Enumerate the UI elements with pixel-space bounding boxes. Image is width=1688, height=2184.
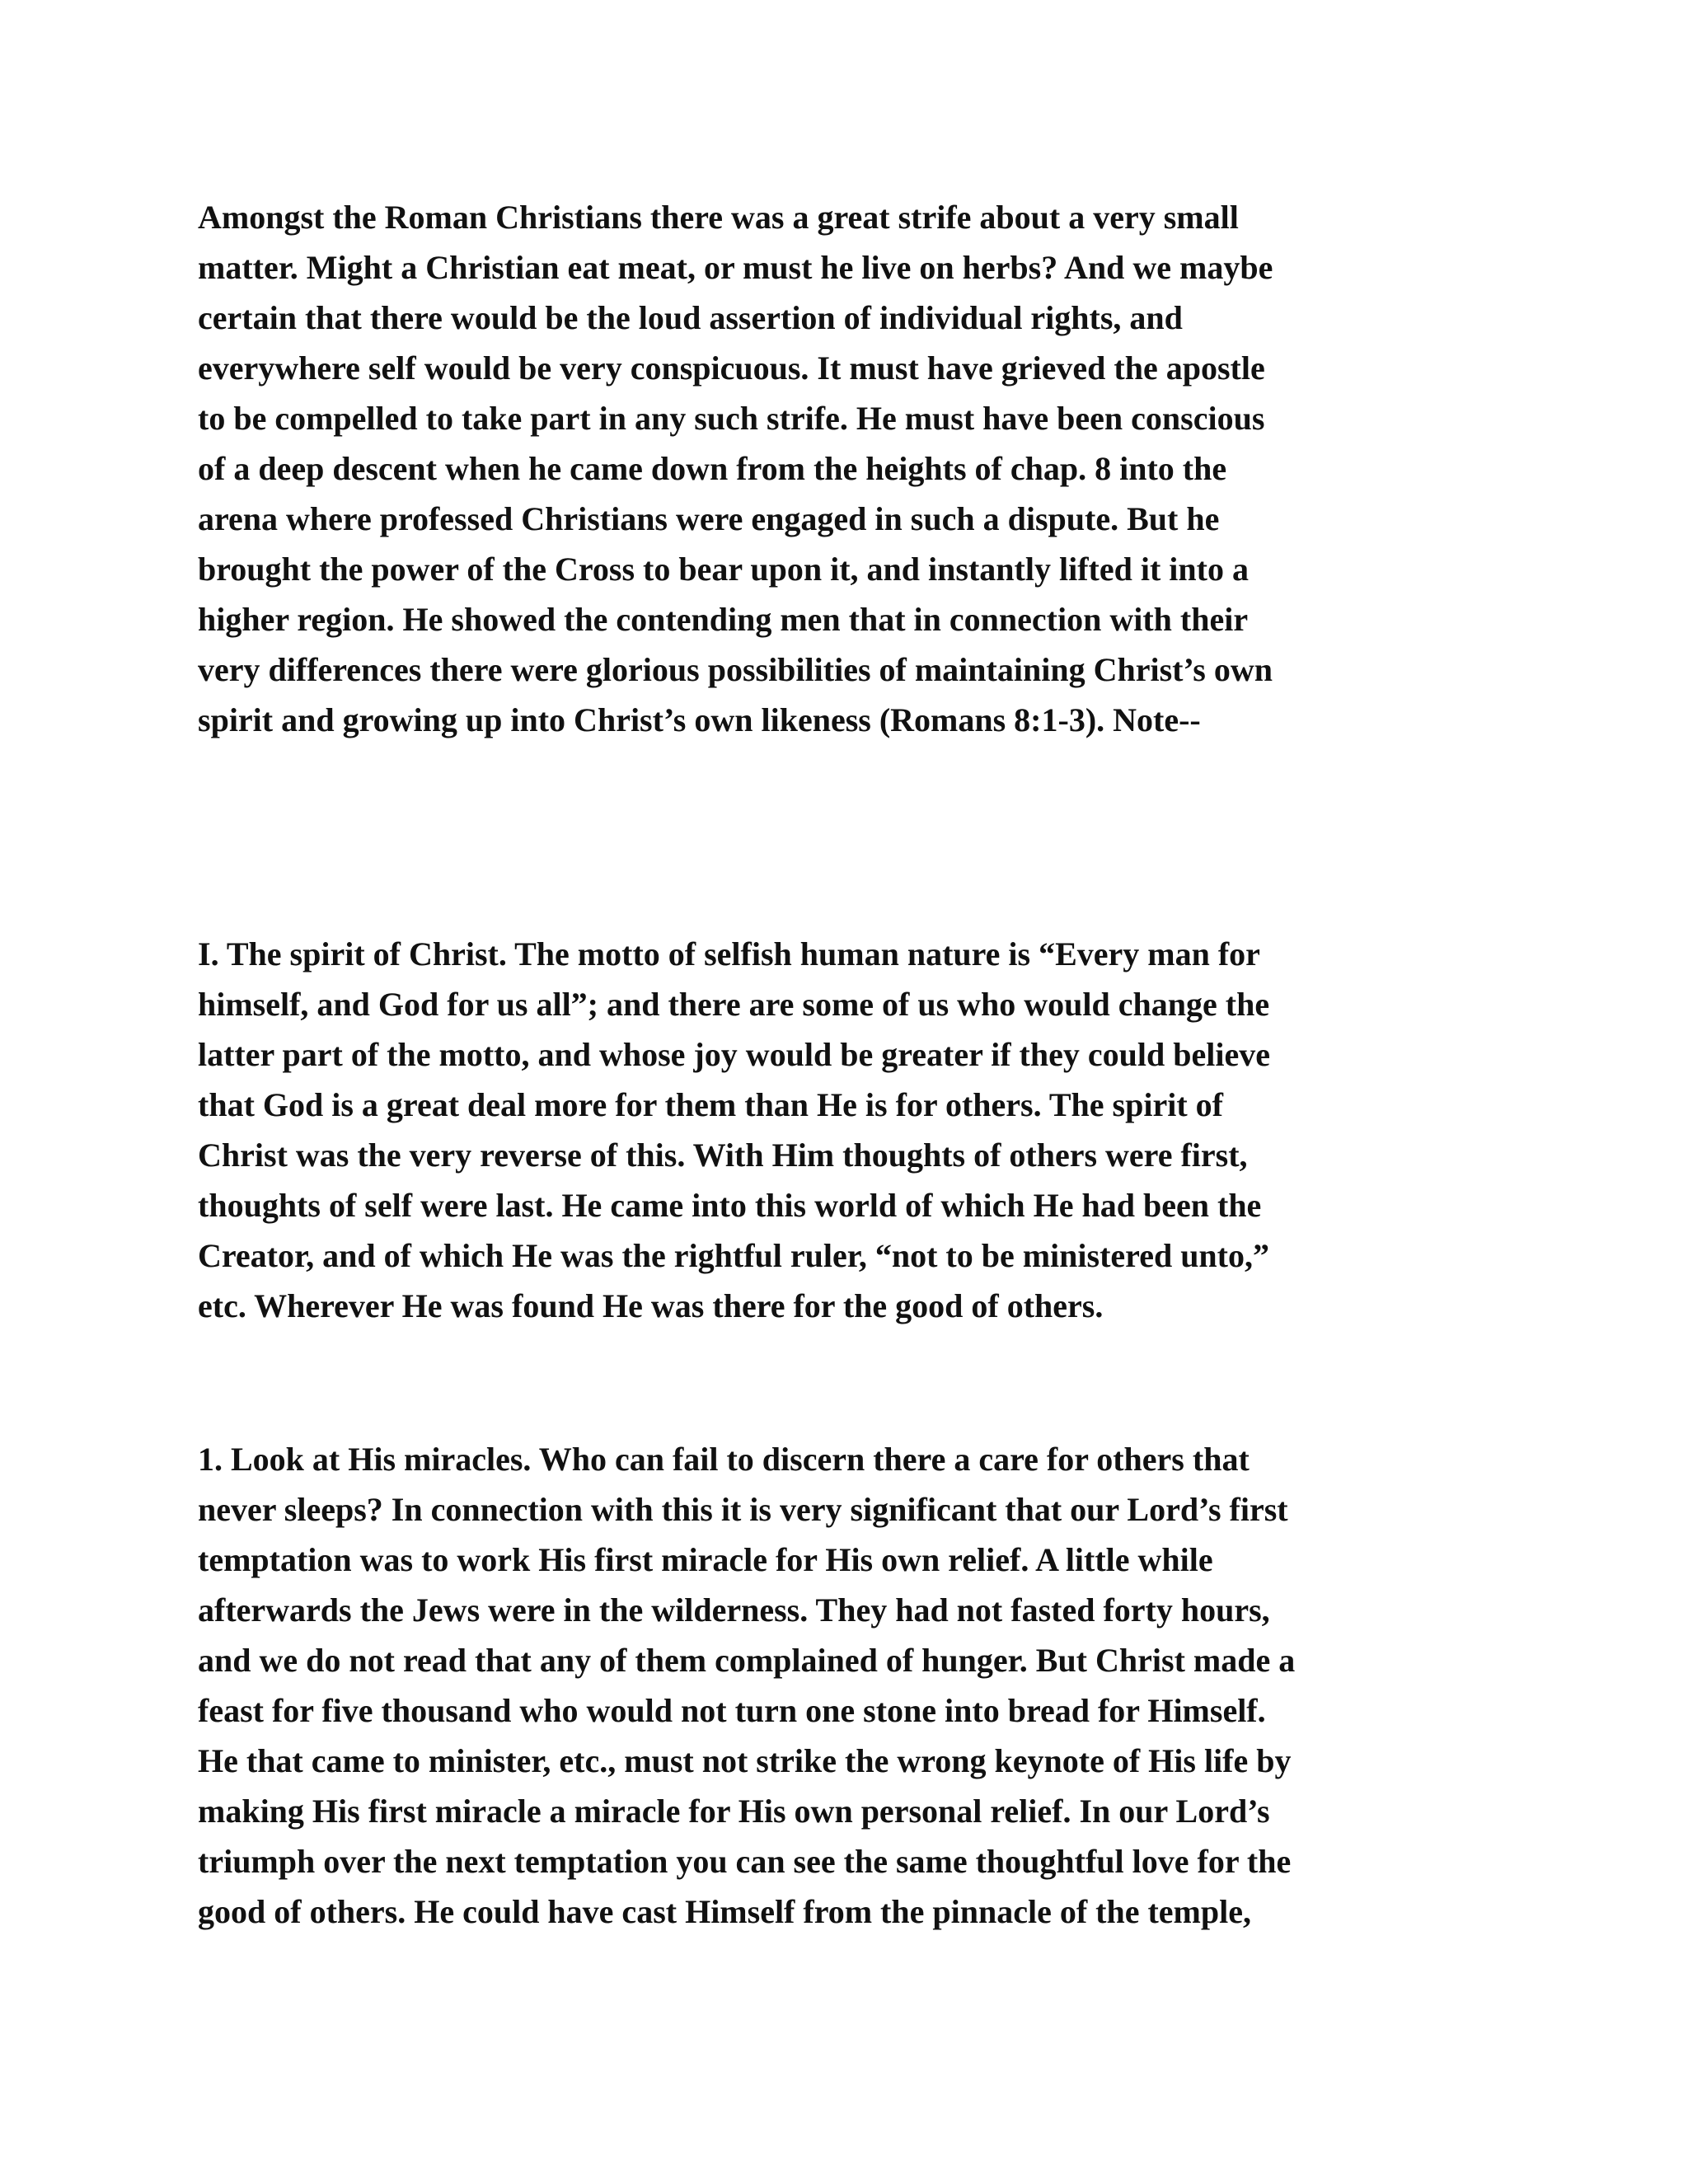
paragraph-line: that God is a great deal more for them than He is for others. The spirit of [198, 1086, 1223, 1123]
paragraph-line: feast for five thousand who would not turn one stone into bread for Himself. [198, 1692, 1266, 1729]
paragraph-line: thoughts of self were last. He came into this world of which He had been the [198, 1187, 1262, 1224]
paragraph-section-i [198, 929, 1517, 1331]
paragraph-line: 1. Look at His miracles. Who can fail to discern there a care for others that [198, 1441, 1250, 1478]
paragraph-line: Christ was the very reverse of this. With Him thoughts of others were first, [198, 1137, 1248, 1174]
paragraph-line: brought the power of the Cross to bear upon it, and instantly lifted it into a [198, 551, 1249, 588]
paragraph-line: to be compelled to take part in any such strife. He must have been conscious [198, 400, 1265, 437]
paragraph-line: higher region. He showed the contending men that in connection with their [198, 601, 1249, 638]
paragraph-line: good of others. He could have cast Himself from the pinnacle of the temple, [198, 1893, 1251, 1930]
paragraph-line: of a deep descent when he came down from the heights of chap. 8 into the [198, 450, 1227, 487]
paragraph-line: never sleeps? In connection with this it is very significant that our Lord’s first [198, 1491, 1288, 1528]
paragraph-line: making His first miracle a miracle for His own personal relief. In our Lord’s [198, 1793, 1270, 1830]
paragraph-line: latter part of the motto, and whose joy would be greater if they could believe [198, 1036, 1270, 1073]
paragraph-intro [198, 192, 1517, 745]
paragraph-line: very differences there were glorious possibilities of maintaining Christ’s own [198, 651, 1273, 688]
paragraph-line: afterwards the Jews were in the wilderness. They had not fasted forty hours, [198, 1591, 1270, 1629]
paragraph-line: Creator, and of which He was the rightful ruler, “not to be ministered unto,” [198, 1237, 1269, 1274]
paragraph-line: everywhere self would be very conspicuous. It must have grieved the apostle [198, 349, 1265, 387]
paragraph-point-1 [198, 1434, 1517, 1937]
paragraph-line: matter. Might a Christian eat meat, or must he live on herbs? And we maybe [198, 249, 1273, 286]
paragraph-line: I. The spirit of Christ. The motto of selfish human nature is “Every man for [198, 935, 1260, 972]
paragraph-line: arena where professed Christians were engaged in such a dispute. But he [198, 500, 1220, 537]
paragraph-line: etc. Wherever He was found He was there for the good of others. [198, 1287, 1104, 1324]
paragraph-line: Amongst the Roman Christians there was a great strife about a very small [198, 199, 1239, 236]
paragraph-line: and we do not read that any of them complained of hunger. But Christ made a [198, 1642, 1296, 1679]
paragraph-line: He that came to minister, etc., must not strike the wrong keynote of His life by [198, 1742, 1292, 1779]
paragraph-line: himself, and God for us all”; and there are some of us who would change the [198, 986, 1270, 1023]
paragraph-line: spirit and growing up into Christ’s own likeness (Romans 8:1-3). Note-- [198, 701, 1201, 738]
paragraph-line: temptation was to work His first miracle for His own relief. A little while [198, 1541, 1213, 1578]
paragraph-line: certain that there would be the loud assertion of individual rights, and [198, 299, 1183, 336]
paragraph-line: triumph over the next temptation you can see the same thoughtful love for the [198, 1843, 1292, 1880]
